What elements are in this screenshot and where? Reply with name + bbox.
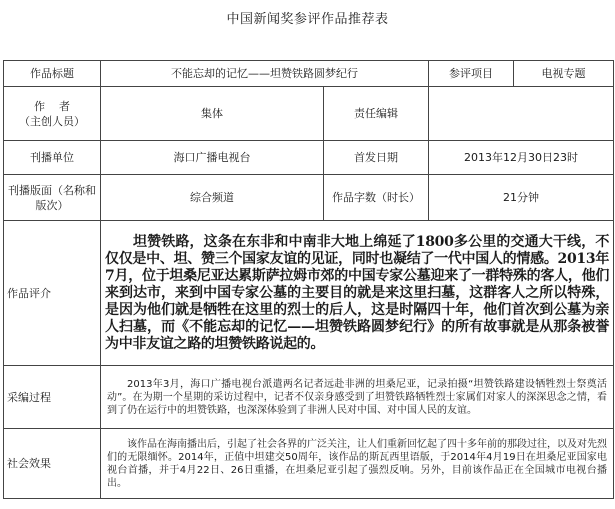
evaluation-text: 坦赞铁路，这条在东非和中南非大地上绵延了1800多公里的交通大干线，不仅仅是中、坦、赞三个国家友谊的见证，同时也凝结了一代中国人的情感。2013年7月，位于坦桑尼亚达累斯萨拉姆市郊的中国专家公墓迎来了一群特殊的客人，他们来到达市，来到中国专家公墓的主要目的就是来这里扫墓，这群客人之所以特殊，是因为他们就是牺牲在这里的烈士的后人，这是时隔四十年，他们首次到公墓为亲人扫墓，而《不能忘却的记忆——坦赞铁路圆梦纪行》的所有故事就是从那条被誉为中非友谊之路的坦赞铁路说起的。	[101, 221, 614, 366]
word-count-label: 作品字数（时长）	[324, 175, 429, 221]
section-value: 综合频道	[101, 175, 324, 221]
work-title-label: 作品标题	[4, 61, 101, 87]
effect-text: 该作品在海南播出后，引起了社会各界的广泛关注，让人们重新回忆起了四十多年前的那段过往，以及对先烈们的无限缅怀。2014年，正值中坦建交50周年，该作品的斯瓦西里语版，于2014年4月19日在坦桑尼亚国家电视台首播，并于4月22日、26日重播，在坦桑尼亚引起了强烈反响。另外，目前该作品正在全国城市电视台播出。	[101, 429, 614, 499]
entry-category-value: 电视专题	[514, 61, 614, 87]
first-date-label: 首发日期	[324, 141, 429, 175]
effect-label: 社会效果	[4, 429, 101, 499]
author-label	[4, 87, 101, 141]
form-title: 中国新闻奖参评作品推荐表	[226, 12, 389, 27]
author-label-line1: 作 者	[34, 99, 70, 113]
word-count-value: 21分钟	[429, 175, 614, 221]
editor-value	[429, 87, 614, 141]
publisher-value: 海口广播电视台	[101, 141, 324, 175]
publisher-label: 刊播单位	[4, 141, 101, 175]
section-label: 刊播版面（名称和版次）	[4, 175, 101, 221]
process-text: 2013年3月，海口广播电视台派遣两名记者远赴非洲的坦桑尼亚，记录拍摄“坦赞铁路建设牺牲烈士祭奠活动”。在为期一个星期的采访过程中，记者不仅亲身感受到了坦赞铁路牺牲烈士家属们对家人的深深思念之情，看到了仍在运行中的坦赞铁路，也深深体验到了非洲人民对中国、对中国人民的友谊。	[101, 366, 614, 429]
editor-label: 责任编辑	[324, 87, 429, 141]
evaluation-label: 作品评介	[4, 221, 101, 366]
recommendation-form-table	[3, 60, 614, 499]
author-label-line2: （主创人员）	[19, 114, 85, 128]
work-title-value: 不能忘却的记忆——坦赞铁路圆梦纪行	[101, 61, 429, 87]
entry-category-label: 参评项目	[429, 61, 514, 87]
process-label: 采编过程	[4, 366, 101, 429]
first-date-value: 2013年12月30日23时	[429, 141, 614, 175]
author-value: 集体	[101, 87, 324, 141]
